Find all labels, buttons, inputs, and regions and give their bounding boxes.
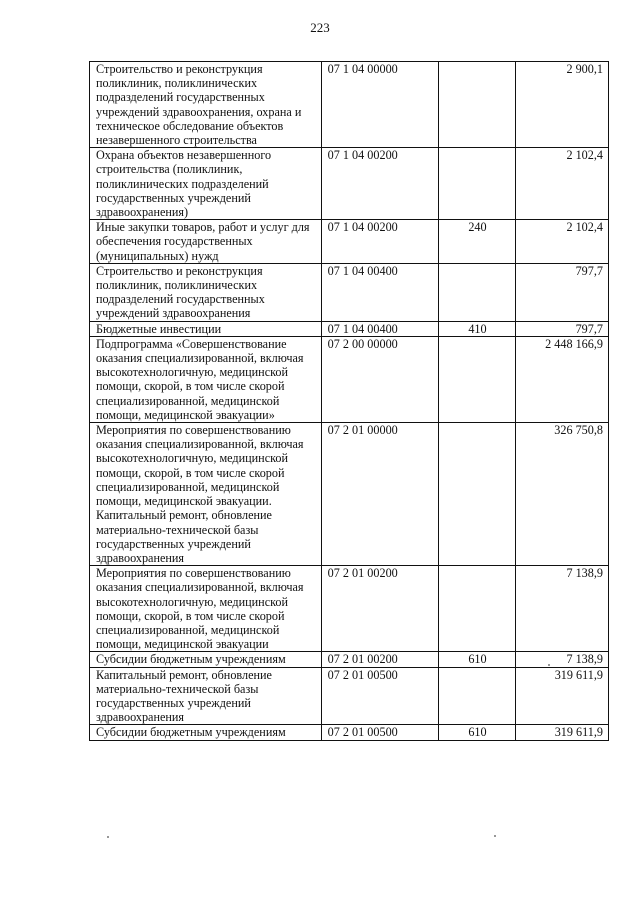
row-kind [439,263,516,321]
row-kind: 410 [439,321,516,336]
row-code: 07 2 01 00500 [321,725,438,740]
table-row [90,220,609,264]
row-code: 07 2 01 00200 [321,652,438,667]
row-kind: 610 [439,725,516,740]
row-code: 07 2 01 00500 [321,667,438,725]
scan-speck [548,664,550,666]
table-row [90,336,609,422]
row-name: Мероприятия по совершенствованию оказания специализированной, включая высокотехнологичную, медицинской помощи, скорой, в том числе скорой специализированной, медицинской помощи, медицинской эвакуации. Капитальный ремонт, обновление материально-технической базы государственных учреждений здравоохранения [90,423,322,566]
row-name: Мероприятия по совершенствованию оказания специализированной, включая высокотехнологичную, медицинской помощи, скорой, в том числе скорой специализированной, медицинской помощи, медицинской эвакуации [90,566,322,652]
table-row [90,148,609,220]
row-sum: 319 611,9 [515,667,608,725]
row-sum: 7 138,9 [515,566,608,652]
row-sum: 797,7 [515,321,608,336]
row-name: Охрана объектов незавершенного строительства (поликлиник, поликлинических подразделений государственных учреждений здравоохранения) [90,148,322,220]
row-sum: 2 900,1 [515,62,608,148]
row-code: 07 1 04 00000 [321,62,438,148]
table-row [90,667,609,725]
row-code: 07 1 04 00200 [321,220,438,264]
row-sum: 319 611,9 [515,725,608,740]
row-kind [439,423,516,566]
scan-speck [494,835,496,837]
row-code: 07 1 04 00400 [321,263,438,321]
page-number: 223 [310,20,330,35]
budget-table [89,61,609,741]
row-name: Иные закупки товаров, работ и услуг для обеспечения государственных (муниципальных) нужд [90,220,322,264]
row-sum: 2 102,4 [515,220,608,264]
row-name: Бюджетные инвестиции [90,321,322,336]
row-name: Строительство и реконструкция поликлиник, поликлинических подразделений государственных учреждений здравоохранения, охрана и техническое обследование объектов незавершенного строительства [90,62,322,148]
row-name: Субсидии бюджетным учреждениям [90,652,322,667]
row-kind [439,566,516,652]
table-row [90,62,609,148]
row-kind [439,336,516,422]
table-row [90,566,609,652]
row-sum: 797,7 [515,263,608,321]
table-row [90,423,609,566]
table-row [90,321,609,336]
scan-speck [107,836,109,838]
row-sum: 2 102,4 [515,148,608,220]
budget-table-body [90,62,609,741]
row-kind: 610 [439,652,516,667]
row-code: 07 2 01 00200 [321,566,438,652]
row-code: 07 1 04 00200 [321,148,438,220]
table-row [90,725,609,740]
row-kind [439,667,516,725]
row-sum: 326 750,8 [515,423,608,566]
row-code: 07 2 01 00000 [321,423,438,566]
row-kind [439,148,516,220]
table-row [90,652,609,667]
table-row [90,263,609,321]
row-name: Субсидии бюджетным учреждениям [90,725,322,740]
row-name: Подпрограмма «Совершенствование оказания специализированной, включая высокотехнологичную, медицинской помощи, скорой, в том числе скорой специализированной, медицинской помощи, медицинской эвакуации» [90,336,322,422]
row-sum: 2 448 166,9 [515,336,608,422]
row-sum: 7 138,9 [515,652,608,667]
row-name: Капитальный ремонт, обновление материально-технической базы государственных учреждений здравоохранения [90,667,322,725]
row-code: 07 2 00 00000 [321,336,438,422]
row-kind [439,62,516,148]
row-code: 07 1 04 00400 [321,321,438,336]
row-kind: 240 [439,220,516,264]
row-name: Строительство и реконструкция поликлиник, поликлинических подразделений государственных учреждений здравоохранения [90,263,322,321]
